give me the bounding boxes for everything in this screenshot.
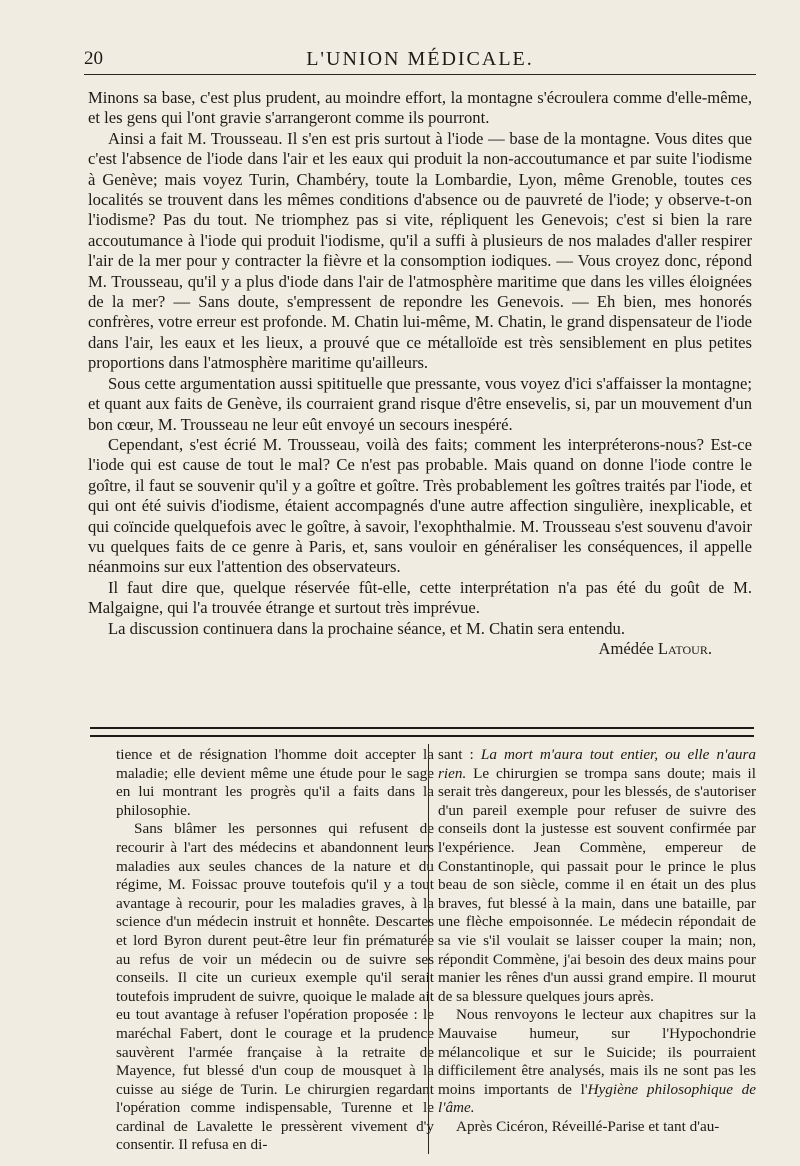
article-paragraph: Cependant, s'est écrié M. Trousseau, voilà des faits; comment les interpréterons-nous? Est-ce l'iode qui est cause de tout le mal? Ce n'est pas probable. Mais quand on donne l'iode contre le goître, il faut se souvenir qu'il y a goître et goître. Très probablement les goîtres traités par l'iode, et qui ont été suivis d'iodisme, étaient accompagnés d'une autre affection singulière, inexplicable, et qui coïncide quelquefois avec le goître, à savoir, l'exophthalmie. M. Trousseau s'est souvenu d'avoir vu quelques faits de ce genre à Paris, et, sans vouloir en généraliser les conséquences, il appelle néanmoins sur eux l'attention des observateurs. bbox=[88, 434, 752, 577]
article-paragraph: La discussion continuera dans la prochaine séance, et M. Chatin sera entendu. bbox=[108, 618, 625, 638]
signature-first-name: Amédée bbox=[598, 638, 654, 658]
feuilleton-right-column bbox=[438, 746, 756, 1136]
fabert-quote: La mort m'aura tout entier, ou elle n'aura rien. bbox=[438, 746, 757, 782]
feuilleton-paragraph bbox=[438, 1006, 756, 1118]
article-paragraph: Il faut dire que, quelque réservée fût-elle, cette interprétation n'a pas été du goût de M. Malgaigne, qui l'a trouvée étrange et surtout très imprévue. bbox=[88, 577, 752, 618]
journal-title: L'UNION MÉDICALE. bbox=[306, 48, 534, 70]
author-signature bbox=[88, 639, 752, 659]
page-number: 20 bbox=[84, 48, 103, 69]
feuilleton-left-column bbox=[116, 746, 434, 1155]
signature-last-name: Latour. bbox=[657, 638, 712, 658]
page-header bbox=[84, 48, 756, 74]
feuilleton-paragraph: tience et de résignation l'homme doit accepter la maladie; elle devient même une étude pour le sage en lui montrant les progrès qu'il a faits dans la philosophie. bbox=[116, 746, 434, 819]
feuilleton-double-rule bbox=[90, 727, 754, 737]
book-title: Hygiène philosophique de l'âme. bbox=[438, 1080, 756, 1117]
paragraph-text: Nous renvoyons le lecteur aux chapitres sur la Mauvaise humeur, sur l'Hypochondrie mélancolique et sur le Suicide; ils pourraient difficilement être analysés, mais ils ne sont pas les moins importants de l' bbox=[438, 1006, 756, 1098]
paragraph-text: Le chirurgien se trompa sans doute; mais il serait très dangereux, pour les blessés, de s'autoriser d'un pareil exemple pour refuser de suivre des conseils dont la justesse est souvent confirmée par l'expérience. Jean Commène, empereur de Constantinople, qui passait pour le prince le plus beau de son siècle, comme il en était un des plus braves, fut blessé à la main, dans une bataille, par une flèche empoisonnée. Le médecin répondait de sa vie s'il voulait se laisser couper la main; non, répondit Commène, j'ai besoin des deux mains pour manier les rênes d'un aussi grand empire. Il mourut de sa blessure quelques jours après. bbox=[438, 764, 756, 1005]
quote-lead: sant : bbox=[438, 746, 474, 763]
feuilleton-paragraph bbox=[438, 746, 756, 1006]
feuilleton-paragraph: Après Cicéron, Réveillé-Parise et tant d'au- bbox=[456, 1117, 720, 1135]
feuilleton-paragraph: Sans blâmer les personnes qui refusent de recourir à l'art des médecins et abandonnent leurs maladies aux seules chances de la nature et du régime, M. Foissac prouve toutefois qu'il y a tout avantage à recourir, pour les maladies graves, à la science d'un médecin instruit et honnête. Descartes et lord Byron durent peut-être leur fin prématurée au refus de voir un médecin ou de suivre ses conseils. Il cite un curieux exemple qu'il serait toutefois imprudent de suivre, quoique le malade ait eu tout avantage à refuser l'opération proposée : le maréchal Fabert, dont le courage et la prudence sauvèrent l'armée française à la retraite de Mayence, fut blessé d'un coup de mousquet à la cuisse au siége de Turin. Le chirurgien regardant l'opération comme indispensable, Turenne et le cardinal de Lavalette le pressèrent vivement d'y consentir. Il refusa en di- bbox=[116, 820, 434, 1154]
header-rule bbox=[84, 74, 756, 75]
article-paragraph: Minons sa base, c'est plus prudent, au moindre effort, la montagne s'écroulera comme d'elle-même, et les gens qui l'ont gravie s'arrangeront comme ils pourront. bbox=[88, 88, 752, 128]
article-paragraph: Ainsi a fait M. Trousseau. Il s'en est pris surtout à l'iode — base de la montagne. Vous dites que c'est l'absence de l'iode dans l'air et les eaux qui produit la non-accoutumance et par suite l'iodisme à Genève; mais voyez Turin, Chambéry, toute la Lombardie, Lyon, même Grenoble, toutes ces localités se trouvent dans les mêmes conditions d'absence ou de pauvreté de l'iode; y observe-t-on l'iodisme? Pas du tout. Ne triomphez pas si vite, répliquent les Genevois; c'est si bien la rare accoutumance à l'iode qui produit l'iodisme, qu'il a suffi à plusieurs de nos malades d'aller respirer l'air de la mer pour y contracter la fièvre et la consomption iodiques. — Vous croyez donc, répond M. Trousseau, qu'il y a plus d'iode dans l'air de l'atmosphère maritime que dans les villes éloignées de la mer? — Sans doute, s'empressent de repondre les Genevois. — Eh bien, mes honorés confrères, votre erreur est profonde. M. Chatin lui-même, M. Chatin, le grand dispensateur de l'iode dans l'air, les eaux et les lieux, a prouvé que ce métalloïde est très sensiblement en plus petites proportions dans l'atmosphère maritime qu'ailleurs. bbox=[88, 128, 752, 373]
main-article bbox=[88, 88, 752, 659]
column-divider bbox=[428, 744, 429, 1154]
article-paragraph: Sous cette argumentation aussi spitituelle que pressante, vous voyez d'ici s'affaisser la montagne; et quant aux faits de Genève, ils courraient grand risque d'être ensevelis, si, par un mouvement d'un bon cœur, M. Trousseau ne leur eût envoyé un secours inespéré. bbox=[88, 373, 752, 434]
